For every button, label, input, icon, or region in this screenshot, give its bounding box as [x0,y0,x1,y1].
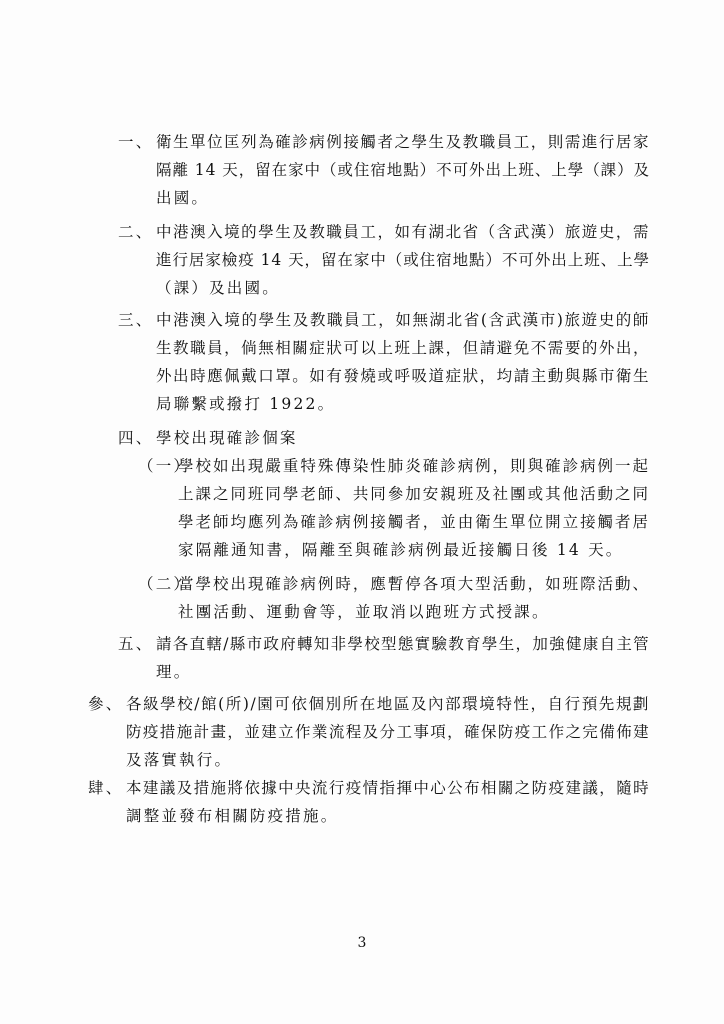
text-line: 衛生單位匡列為確診病例接觸者之學生及教職員工，則需進行居家 [156,133,650,151]
text-line: 理。 [156,663,192,681]
text-line: 調整並發布相關防疫措施。 [126,807,339,825]
text-line: 學老師均應列為確診病例接觸者，並由衛生單位開立接觸者居 [178,513,650,531]
text-line: 當學校出現確診病例時，應暫停各項大型活動，如班際活動、 [178,575,650,593]
item-marker: （二） [138,575,192,593]
item-marker: （一） [138,457,192,475]
text-line: 請各直轄/縣市政府轉知非學校型態實驗教育學生，加強健康自主管 [156,635,650,653]
text-line: 及落實執行。 [126,751,233,769]
text-line: 生教職員，倘無相關症狀可以上班上課，但請避免不需要的外出， [156,339,650,357]
text-line: 出國。 [156,189,210,207]
item-marker: 肆、 [88,779,124,797]
item-marker: 五、 [118,635,154,653]
text-line: 學校如出現嚴重特殊傳染性肺炎確診病例，則與確診病例一起 [178,457,650,475]
item-marker: 四、 [118,429,154,447]
page-number: 3 [357,935,367,951]
section-heading: 學校出現確診個案 [156,429,298,447]
text-line: 本建議及措施將依據中央流行疫情指揮中心公布相關之防疫建議，隨時 [126,779,650,797]
text-line: 社團活動、運動會等，並取消以跑班方式授課。 [178,603,550,621]
text-line: 家隔離通知書，隔離至與確診病例最近接觸日後 14 天。 [178,541,624,559]
item-marker: 一、 [118,133,154,151]
text-line: 中港澳入境的學生及教職員工，如無湖北省(含武漢市)旅遊史的師 [156,311,650,329]
text-line: （課）及出國。 [156,279,280,297]
item-marker: 三、 [118,311,154,329]
item-marker: 參、 [88,695,124,713]
text-line: 防疫措施計畫，並建立作業流程及分工事項，確保防疫工作之完備佈建 [126,723,650,741]
text-line: 外出時應佩戴口罩。如有發燒或呼吸道症狀，均請主動與縣市衛生 [156,367,650,385]
text-line: 局聯繫或撥打 1922。 [156,395,336,413]
text-line: 隔離 14 天，留在家中（或住宿地點）不可外出上班、上學（課）及 [156,161,650,179]
text-line: 中港澳入境的學生及教職員工，如有湖北省（含武漢）旅遊史，需 [156,223,650,241]
text-line: 上課之同班同學老師、共同參加安親班及社團或其他活動之同 [178,485,650,503]
item-marker: 二、 [118,223,154,241]
text-line: 進行居家檢疫 14 天，留在家中（或住宿地點）不可外出上班、上學 [156,251,650,269]
text-line: 各級學校/館(所)/園可依個別所在地區及內部環境特性，自行預先規劃 [126,695,650,713]
